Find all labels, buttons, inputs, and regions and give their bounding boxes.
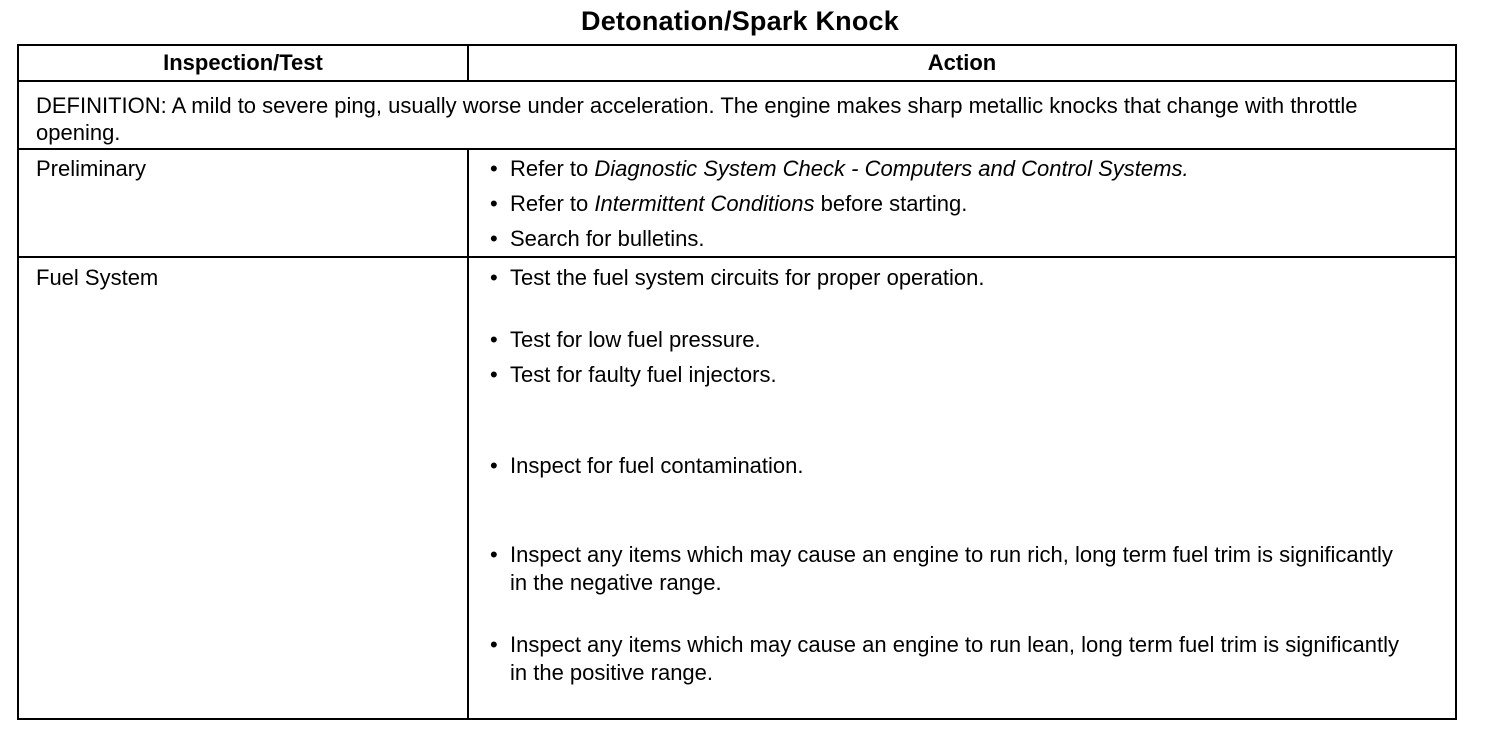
bullet-text: Test the fuel system circuits for proper operation. bbox=[510, 265, 985, 290]
bullet-text: Test for faulty fuel injectors. bbox=[510, 362, 777, 387]
row-label-preliminary: Preliminary bbox=[36, 156, 147, 181]
row-label-fuel-system: Fuel System bbox=[36, 265, 159, 290]
list-item bbox=[490, 631, 1410, 687]
bullet-text: Search for bulletins. bbox=[510, 226, 705, 251]
list-item bbox=[490, 264, 1410, 292]
list-item bbox=[490, 541, 1410, 597]
list-item bbox=[490, 361, 1410, 389]
body-column-divider bbox=[467, 148, 469, 718]
bullet-icon: • bbox=[490, 226, 498, 251]
header-inspection-test: Inspection/Test bbox=[163, 50, 323, 75]
bullet-text: Test for low fuel pressure. bbox=[510, 327, 761, 352]
bullet-text: Refer to bbox=[510, 156, 595, 181]
header-action: Action bbox=[927, 50, 997, 75]
list-item bbox=[490, 225, 1410, 253]
list-item bbox=[490, 326, 1410, 354]
bullet-text: before starting. bbox=[814, 191, 968, 216]
list-item bbox=[490, 155, 1410, 183]
bullet-icon: • bbox=[490, 191, 498, 216]
list-item bbox=[490, 190, 1410, 218]
bullet-icon: • bbox=[490, 453, 498, 478]
bullet-icon: • bbox=[490, 542, 498, 567]
bullet-text: Inspect for fuel contamination. bbox=[510, 453, 804, 478]
list-item bbox=[490, 452, 1410, 480]
bullet-icon: • bbox=[490, 156, 498, 181]
bullet-italic-text: Intermittent Conditions bbox=[594, 191, 815, 216]
bullet-icon: • bbox=[490, 265, 498, 290]
bullet-icon: • bbox=[490, 632, 498, 657]
bullet-italic-text: Diagnostic System Check - Computers and Control Systems. bbox=[594, 156, 1189, 181]
bullet-text: Refer to bbox=[510, 191, 595, 216]
bullet-icon: • bbox=[490, 362, 498, 387]
definition-text: DEFINITION: A mild to severe ping, usually worse under acceleration. The engine makes sharp metallic knocks that change with throttle opening. bbox=[36, 93, 1358, 145]
bullet-text: Inspect any items which may cause an engine to run rich, long term fuel trim is significantly in the negative range. bbox=[510, 542, 1393, 595]
definition-divider bbox=[19, 148, 1455, 150]
bullet-icon: • bbox=[490, 327, 498, 352]
page-title: Detonation/Spark Knock bbox=[581, 6, 899, 36]
bullet-text: Inspect any items which may cause an engine to run lean, long term fuel trim is significantly in the positive range. bbox=[510, 632, 1399, 685]
row-divider bbox=[19, 256, 1455, 258]
header-divider bbox=[19, 80, 1455, 82]
